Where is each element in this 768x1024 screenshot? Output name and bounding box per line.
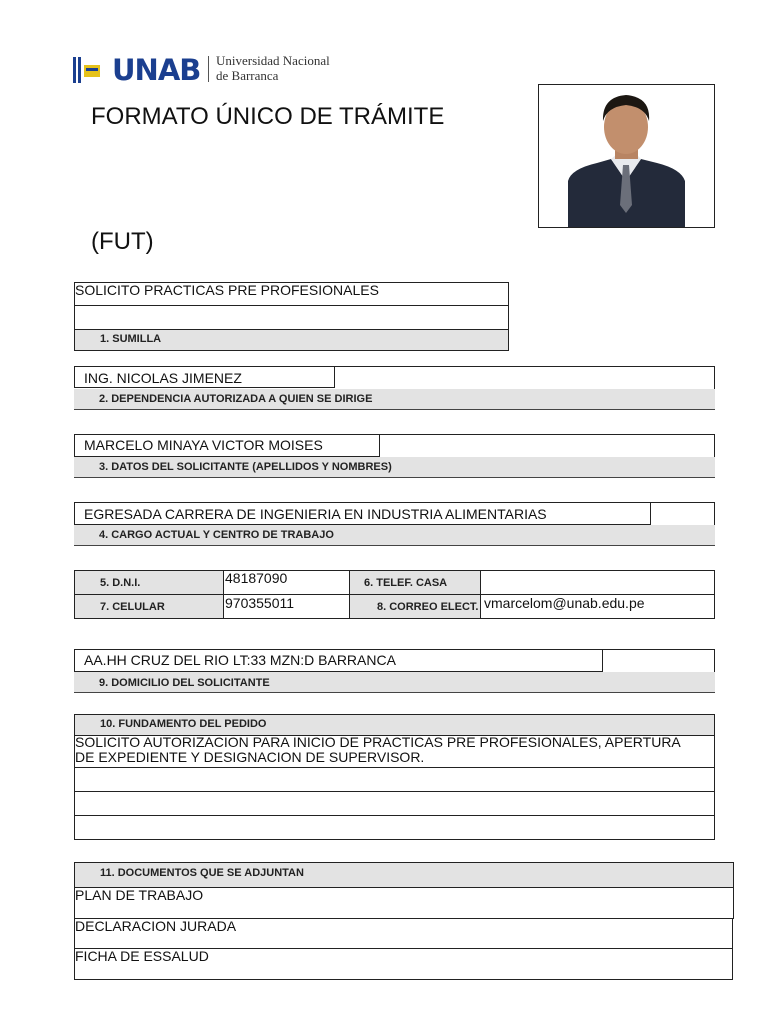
domicilio-label-row [74, 672, 715, 693]
dependencia-value: ING. NICOLAS JIMENEZ [84, 370, 242, 386]
telef-label: 6. TELEF. CASA [364, 577, 448, 589]
documentos-label-row [74, 862, 734, 888]
cargo-label-row [74, 525, 715, 546]
dni-label-cell [74, 570, 224, 595]
solicitante-label: 3. DATOS DEL SOLICITANTE (APELLIDOS Y NOMBRES) [99, 461, 392, 473]
telef-field[interactable] [480, 570, 715, 595]
cargo-field[interactable] [74, 502, 651, 525]
domicilio-field[interactable] [74, 649, 603, 672]
documento-item-2[interactable] [74, 918, 733, 949]
sumilla-field[interactable] [74, 282, 509, 306]
logo-divider [208, 56, 209, 82]
domicilio-value: AA.HH CRUZ DEL RIO LT:33 MZN:D BARRANCA [84, 652, 396, 668]
cargo-value: EGRESADA CARRERA DE INGENIERIA EN INDUSTRIA ALIMENTARIAS [84, 506, 547, 522]
dni-field[interactable] [223, 570, 350, 595]
sumilla-label-row [74, 329, 509, 351]
correo-field[interactable] [480, 594, 715, 619]
page-subtitle: (FUT) [91, 228, 154, 255]
documento-item-3[interactable] [74, 948, 733, 980]
correo-value: vmarcelom@unab.edu.pe [484, 595, 645, 611]
celular-value: 970355011 [225, 595, 295, 611]
correo-label: 8. CORREO ELECT. [377, 601, 479, 613]
correo-label-cell [349, 594, 481, 619]
celular-label-cell [74, 594, 224, 619]
university-name [216, 53, 346, 83]
fundamento-blank-line-3[interactable] [74, 815, 715, 840]
fundamento-label-row [74, 714, 715, 736]
dni-value: 48187090 [225, 570, 288, 586]
fundamento-text-area[interactable] [74, 735, 715, 768]
telef-label-cell [349, 570, 481, 595]
dependencia-field[interactable] [74, 366, 335, 388]
fundamento-label: 10. FUNDAMENTO DEL PEDIDO [100, 718, 267, 730]
documento-item-3-text: FICHA DE ESSALUD [75, 948, 209, 964]
celular-label: 7. CELULAR [100, 601, 165, 613]
sumilla-label: 1. SUMILLA [100, 333, 162, 345]
logo-wordmark: UNAB [112, 53, 201, 87]
celular-field[interactable] [223, 594, 350, 619]
dependencia-label-row [74, 389, 715, 410]
documento-item-2-text: DECLARACION JURADA [75, 918, 237, 934]
dni-label: 5. D.N.I. [100, 577, 141, 589]
page-title: FORMATO ÚNICO DE TRÁMITE [91, 103, 445, 130]
solicitante-value: MARCELO MINAYA VICTOR MOISES [84, 437, 323, 453]
documento-item-1[interactable] [74, 887, 734, 919]
logo-emblem-icon [72, 55, 102, 85]
documentos-label: 11. DOCUMENTOS QUE SE ADJUNTAN [100, 867, 304, 879]
sumilla-value: SOLICITO PRACTICAS PRE PROFESIONALES [75, 282, 379, 298]
documento-item-1-text: PLAN DE TRABAJO [75, 887, 204, 903]
university-logo [72, 52, 342, 92]
fundamento-line-1: SOLICITO AUTORIZACION PARA INICIO DE PRACTICAS PRE PROFESIONALES, APERTURA [75, 734, 681, 750]
solicitante-label-row [74, 457, 715, 478]
university-name-line2: de Barranca [216, 68, 279, 83]
fundamento-line-2: DE EXPEDIENTE Y DESIGNACION DE SUPERVISOR. [75, 749, 425, 765]
dependencia-label: 2. DEPENDENCIA AUTORIZADA A QUIEN SE DIRIGE [99, 393, 373, 405]
cargo-label: 4. CARGO ACTUAL Y CENTRO DE TRABAJO [99, 529, 334, 541]
fundamento-blank-line-2[interactable] [74, 791, 715, 816]
applicant-photo [538, 84, 715, 228]
sumilla-extra-line[interactable] [74, 305, 509, 330]
fundamento-blank-line-1[interactable] [74, 767, 715, 792]
university-name-line1: Universidad Nacional [216, 53, 330, 68]
domicilio-label: 9. DOMICILIO DEL SOLICITANTE [99, 677, 270, 689]
solicitante-field[interactable] [74, 434, 380, 457]
